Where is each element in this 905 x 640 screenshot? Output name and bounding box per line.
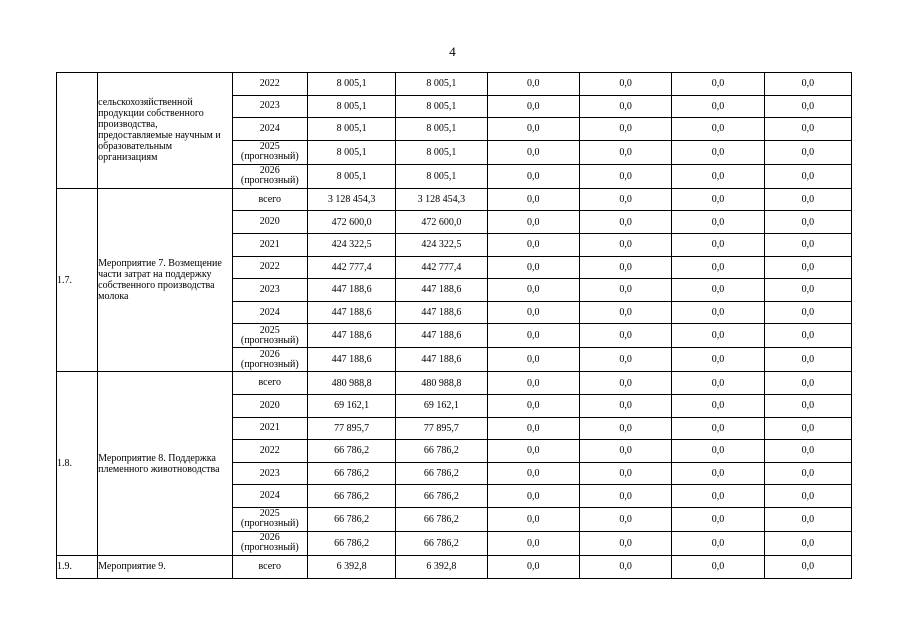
- amount-cell: 0,0: [579, 73, 671, 96]
- item-name-cell: Мероприятие 9.: [98, 555, 233, 578]
- amount-cell: 66 786,2: [396, 462, 487, 485]
- amount-cell: 77 895,7: [307, 417, 395, 440]
- amount-cell: 0,0: [764, 188, 851, 211]
- amount-cell: 447 188,6: [396, 279, 487, 302]
- year-cell: всего: [232, 188, 307, 211]
- amount-cell: 0,0: [764, 118, 851, 141]
- amount-cell: 0,0: [764, 211, 851, 234]
- amount-cell: 0,0: [764, 256, 851, 279]
- amount-cell: 0,0: [579, 95, 671, 118]
- year-cell: 2020: [232, 394, 307, 417]
- year-cell: 2025 (прогнозный): [232, 507, 307, 531]
- amount-cell: 447 188,6: [307, 324, 395, 348]
- table-row: [57, 372, 852, 395]
- year-cell: 2024: [232, 301, 307, 324]
- amount-cell: 0,0: [487, 531, 579, 555]
- year-cell: 2021: [232, 417, 307, 440]
- amount-cell: 0,0: [487, 140, 579, 164]
- amount-cell: 0,0: [487, 417, 579, 440]
- amount-cell: 3 128 454,3: [396, 188, 487, 211]
- amount-cell: 0,0: [672, 279, 764, 302]
- amount-cell: 0,0: [579, 324, 671, 348]
- amount-cell: 0,0: [764, 301, 851, 324]
- amount-cell: 0,0: [487, 73, 579, 96]
- amount-cell: 0,0: [579, 440, 671, 463]
- item-name-cell: Мероприятие 8. Поддержка племенного животноводства: [98, 372, 233, 556]
- amount-cell: 3 128 454,3: [307, 188, 395, 211]
- amount-cell: 0,0: [579, 140, 671, 164]
- amount-cell: 0,0: [764, 279, 851, 302]
- amount-cell: 0,0: [672, 95, 764, 118]
- amount-cell: 0,0: [764, 372, 851, 395]
- year-cell: 2022: [232, 256, 307, 279]
- amount-cell: 0,0: [487, 440, 579, 463]
- table-row: [57, 73, 852, 96]
- amount-cell: 0,0: [579, 164, 671, 188]
- budget-table: [56, 72, 852, 579]
- amount-cell: 0,0: [764, 440, 851, 463]
- amount-cell: 480 988,8: [396, 372, 487, 395]
- year-cell: 2024: [232, 485, 307, 508]
- amount-cell: 0,0: [764, 164, 851, 188]
- amount-cell: 0,0: [672, 348, 764, 372]
- amount-cell: 0,0: [764, 233, 851, 256]
- amount-cell: 66 786,2: [307, 440, 395, 463]
- item-number-cell: 1.8.: [57, 372, 98, 556]
- year-cell: всего: [232, 555, 307, 578]
- amount-cell: 0,0: [487, 348, 579, 372]
- year-cell: 2024: [232, 118, 307, 141]
- amount-cell: 0,0: [579, 555, 671, 578]
- amount-cell: 0,0: [672, 417, 764, 440]
- year-cell: 2022: [232, 440, 307, 463]
- amount-cell: 447 188,6: [307, 301, 395, 324]
- item-number-cell: 1.7.: [57, 188, 98, 372]
- amount-cell: 0,0: [672, 462, 764, 485]
- amount-cell: 0,0: [672, 507, 764, 531]
- year-cell: всего: [232, 372, 307, 395]
- amount-cell: 447 188,6: [396, 324, 487, 348]
- amount-cell: 0,0: [672, 394, 764, 417]
- amount-cell: 8 005,1: [396, 118, 487, 141]
- item-name-cell: сельскохозяйственной продукции собственного производства, предоставляемые научным и образовательным организациям: [98, 73, 233, 189]
- amount-cell: 0,0: [579, 256, 671, 279]
- amount-cell: 66 786,2: [307, 531, 395, 555]
- amount-cell: 0,0: [764, 394, 851, 417]
- amount-cell: 472 600,0: [396, 211, 487, 234]
- amount-cell: 0,0: [764, 417, 851, 440]
- amount-cell: 0,0: [487, 279, 579, 302]
- amount-cell: 0,0: [579, 348, 671, 372]
- amount-cell: 0,0: [579, 233, 671, 256]
- year-cell: 2022: [232, 73, 307, 96]
- amount-cell: 8 005,1: [396, 73, 487, 96]
- amount-cell: 0,0: [672, 211, 764, 234]
- amount-cell: 0,0: [672, 140, 764, 164]
- amount-cell: 0,0: [579, 211, 671, 234]
- amount-cell: 0,0: [672, 256, 764, 279]
- amount-cell: 0,0: [579, 394, 671, 417]
- amount-cell: 0,0: [487, 507, 579, 531]
- amount-cell: 0,0: [672, 301, 764, 324]
- amount-cell: 0,0: [487, 188, 579, 211]
- amount-cell: 0,0: [764, 95, 851, 118]
- amount-cell: 69 162,1: [396, 394, 487, 417]
- amount-cell: 0,0: [764, 348, 851, 372]
- amount-cell: 424 322,5: [396, 233, 487, 256]
- amount-cell: 66 786,2: [396, 485, 487, 508]
- amount-cell: 447 188,6: [396, 301, 487, 324]
- amount-cell: 66 786,2: [307, 462, 395, 485]
- amount-cell: 0,0: [672, 372, 764, 395]
- table-row: [57, 555, 852, 578]
- amount-cell: 0,0: [579, 485, 671, 508]
- year-cell: 2025 (прогнозный): [232, 140, 307, 164]
- year-cell: 2025 (прогнозный): [232, 324, 307, 348]
- amount-cell: 0,0: [579, 188, 671, 211]
- amount-cell: 0,0: [764, 485, 851, 508]
- amount-cell: 0,0: [672, 118, 764, 141]
- amount-cell: 8 005,1: [307, 95, 395, 118]
- amount-cell: 0,0: [672, 485, 764, 508]
- amount-cell: 0,0: [764, 73, 851, 96]
- amount-cell: 0,0: [579, 118, 671, 141]
- amount-cell: 0,0: [672, 73, 764, 96]
- amount-cell: 8 005,1: [307, 164, 395, 188]
- amount-cell: 0,0: [579, 301, 671, 324]
- amount-cell: 480 988,8: [307, 372, 395, 395]
- amount-cell: 0,0: [764, 555, 851, 578]
- amount-cell: 0,0: [487, 394, 579, 417]
- amount-cell: 66 786,2: [307, 507, 395, 531]
- amount-cell: 0,0: [487, 256, 579, 279]
- amount-cell: 0,0: [579, 531, 671, 555]
- year-cell: 2023: [232, 462, 307, 485]
- year-cell: 2020: [232, 211, 307, 234]
- item-number-cell: [57, 73, 98, 189]
- year-cell: 2026 (прогнозный): [232, 164, 307, 188]
- year-cell: 2023: [232, 279, 307, 302]
- amount-cell: 0,0: [764, 324, 851, 348]
- amount-cell: 0,0: [487, 164, 579, 188]
- amount-cell: 447 188,6: [307, 279, 395, 302]
- year-cell: 2023: [232, 95, 307, 118]
- amount-cell: 0,0: [672, 324, 764, 348]
- amount-cell: 442 777,4: [396, 256, 487, 279]
- amount-cell: 0,0: [579, 417, 671, 440]
- amount-cell: 8 005,1: [396, 164, 487, 188]
- amount-cell: 0,0: [764, 462, 851, 485]
- year-cell: 2021: [232, 233, 307, 256]
- table-body: [57, 73, 852, 579]
- amount-cell: 66 786,2: [307, 485, 395, 508]
- amount-cell: 0,0: [672, 440, 764, 463]
- amount-cell: 0,0: [579, 279, 671, 302]
- amount-cell: 0,0: [487, 372, 579, 395]
- year-cell: 2026 (прогнозный): [232, 531, 307, 555]
- amount-cell: 0,0: [579, 372, 671, 395]
- amount-cell: 0,0: [487, 555, 579, 578]
- amount-cell: 66 786,2: [396, 440, 487, 463]
- amount-cell: 6 392,8: [396, 555, 487, 578]
- amount-cell: 424 322,5: [307, 233, 395, 256]
- amount-cell: 447 188,6: [307, 348, 395, 372]
- amount-cell: 0,0: [672, 555, 764, 578]
- amount-cell: 8 005,1: [307, 140, 395, 164]
- amount-cell: 0,0: [672, 233, 764, 256]
- amount-cell: 66 786,2: [396, 531, 487, 555]
- amount-cell: 0,0: [672, 188, 764, 211]
- amount-cell: 6 392,8: [307, 555, 395, 578]
- amount-cell: 8 005,1: [307, 118, 395, 141]
- item-number-cell: 1.9.: [57, 555, 98, 578]
- item-name-cell: Мероприятие 7. Возмещение части затрат на поддержку собственного производства молока: [98, 188, 233, 372]
- amount-cell: 0,0: [487, 233, 579, 256]
- amount-cell: 69 162,1: [307, 394, 395, 417]
- amount-cell: 0,0: [487, 211, 579, 234]
- amount-cell: 0,0: [579, 507, 671, 531]
- table-row: [57, 188, 852, 211]
- amount-cell: 0,0: [487, 118, 579, 141]
- amount-cell: 0,0: [487, 95, 579, 118]
- amount-cell: 0,0: [487, 485, 579, 508]
- amount-cell: 8 005,1: [307, 73, 395, 96]
- amount-cell: 66 786,2: [396, 507, 487, 531]
- amount-cell: 0,0: [487, 462, 579, 485]
- year-cell: 2026 (прогнозный): [232, 348, 307, 372]
- amount-cell: 0,0: [579, 462, 671, 485]
- amount-cell: 8 005,1: [396, 95, 487, 118]
- amount-cell: 0,0: [487, 324, 579, 348]
- amount-cell: 442 777,4: [307, 256, 395, 279]
- page-number: 4: [449, 44, 456, 59]
- amount-cell: 0,0: [764, 140, 851, 164]
- amount-cell: 0,0: [672, 164, 764, 188]
- amount-cell: 8 005,1: [396, 140, 487, 164]
- amount-cell: 77 895,7: [396, 417, 487, 440]
- amount-cell: 0,0: [764, 531, 851, 555]
- amount-cell: 0,0: [672, 531, 764, 555]
- amount-cell: 472 600,0: [307, 211, 395, 234]
- amount-cell: 0,0: [764, 507, 851, 531]
- amount-cell: 0,0: [487, 301, 579, 324]
- amount-cell: 447 188,6: [396, 348, 487, 372]
